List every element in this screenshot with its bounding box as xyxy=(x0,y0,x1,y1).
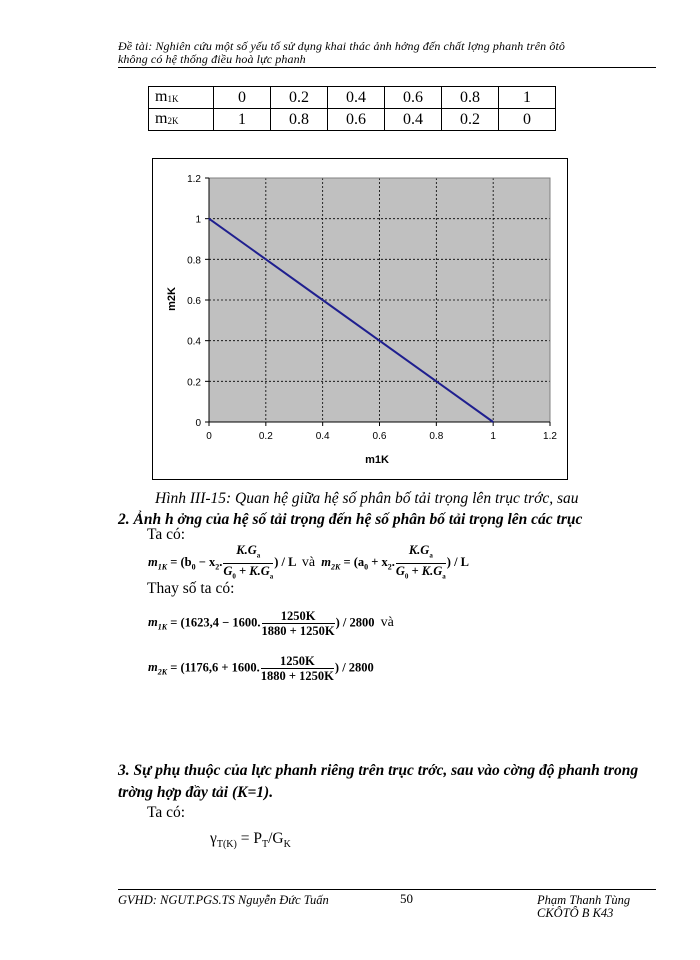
x-tick-label: 0.2 xyxy=(258,431,273,442)
footer-advisor: GVHD: NGUT.PGS.TS Nguyễn Đức Tuấn xyxy=(118,893,329,907)
x-axis-label: m1K xyxy=(365,454,389,466)
data-point xyxy=(436,381,437,382)
f2-lhs: $m_{2K}$ xyxy=(321,554,341,572)
table-cell: 0.6 xyxy=(385,87,442,109)
author-class: CKÔTÔ B K43 xyxy=(537,906,614,920)
data-point xyxy=(265,259,266,260)
section-3-title: 3. Sự phụ thuộc của lực phanh riêng trên trục trớc, sau vào cờng độ phanh trong trờng hợp đầy tải (K=1). xyxy=(118,762,639,801)
y-tick-label: 0.6 xyxy=(187,296,201,307)
header-rule xyxy=(118,67,656,68)
footer-rule xyxy=(118,889,656,890)
footer-author xyxy=(537,894,630,920)
f1-post: ) / L xyxy=(274,554,296,569)
f2-pre: = (a xyxy=(340,554,365,569)
x-tick-label: 0 xyxy=(206,431,212,442)
header-line-1: Đề tài: Nghiên cứu một số yếu tố sử dụng khai thác ảnh hởng đến chất lợng phanh trên ôtô xyxy=(118,39,565,53)
x-tick-label: 1.2 xyxy=(543,431,557,442)
f1-dot: . xyxy=(219,554,223,569)
f2-post: ) / L xyxy=(446,554,470,569)
y-tick-label: 0.4 xyxy=(187,336,201,348)
running-header xyxy=(118,40,658,66)
f2-dot: . xyxy=(391,554,395,569)
table-cell: 0 xyxy=(214,87,271,109)
page-number: 50 xyxy=(400,891,413,906)
x-tick-label: 0.6 xyxy=(372,431,387,442)
n2-fraction: $\frac{1250K}{1880 + 1250K}$ xyxy=(260,654,334,683)
table-cell: 0.8 xyxy=(442,87,499,109)
ta-co-label: Ta có: xyxy=(147,526,186,543)
ta-co-label-3: Ta có: xyxy=(147,804,186,821)
table-cell: 0.2 xyxy=(271,87,328,109)
f1-fraction: $\frac{K.G_a}{G_0 + K.G_a}$ xyxy=(223,543,274,580)
x-tick-label: 0.8 xyxy=(429,431,444,442)
x-tick-label: 1 xyxy=(490,431,496,442)
thay-so-label: Thay số ta có: xyxy=(147,580,235,597)
va-text-2: và xyxy=(380,615,394,631)
table-cell: 0.2 xyxy=(442,109,499,131)
table-row-m1k xyxy=(149,87,556,109)
table-cell: 0 xyxy=(499,109,556,131)
f1-pre: = (b xyxy=(167,554,192,569)
x-tick-label: 0.4 xyxy=(315,431,330,442)
data-point xyxy=(379,340,380,341)
table-cell: 0.4 xyxy=(385,109,442,131)
line-chart xyxy=(152,158,568,480)
f1-lhs: $m_{1K}$ xyxy=(148,554,168,572)
section-2-title: 2. Ảnh h ởng của hệ số tải trọng đến hệ số phân bố tải trọng lên các trục xyxy=(118,511,583,528)
author-name: Phạm Thanh Tùng xyxy=(537,893,631,907)
y-tick-label: 1 xyxy=(195,214,201,226)
figure-caption: Hình III-15: Quan hệ giữa hệ số phân bố tải trọng lên trục trớc, sau xyxy=(155,490,579,507)
formula-numeric-2: $m_{2K} = (1176,6 + 1600$. $\frac{1250K}{1880 + 1250K}$ ) / 2800 xyxy=(148,654,374,683)
row-label-m1k: $m_{1K}$ xyxy=(149,87,214,109)
formula-numeric-1: $m_{1K} = (1623,4 - 1600$. $\frac{1250K}{1880 + 1250K}$ ) / 2800 và xyxy=(148,609,394,638)
y-tick-label: 0 xyxy=(195,418,201,429)
data-point xyxy=(322,300,323,301)
data-point xyxy=(209,218,210,219)
y-tick-label: 0.2 xyxy=(187,377,201,389)
data-point xyxy=(493,422,494,423)
gamma-equation: $\gamma_{T(K)} = P_T/G_K$ xyxy=(210,830,291,851)
formula-symbolic: $m_{1K} = (b_0 - x_2$. $\frac{K.G_a}{G_0 + K.G_a}$ ) / L và $m_{2K} = (a_0 + x_2$. $\frac{K.G_a}{G_0 + K.G_a}$ ) / L xyxy=(148,543,469,583)
y-tick-label: 0.8 xyxy=(187,255,201,267)
n1-fraction: $\frac{1250K}{1880 + 1250K}$ xyxy=(261,609,335,638)
f1-mid: − x xyxy=(195,554,216,569)
row-label-m2k: $m_{2K}$ xyxy=(149,109,214,131)
table-cell: 1 xyxy=(499,87,556,109)
table-cell: 1 xyxy=(214,109,271,131)
va-text: và xyxy=(301,554,316,570)
y-tick-label: 1.2 xyxy=(187,174,201,185)
y-axis-label: m2K xyxy=(166,287,178,311)
header-line-2: không có hệ thống điều hoà lực phanh xyxy=(118,52,306,66)
f2-mid: + x xyxy=(368,554,388,569)
values-table xyxy=(148,86,556,131)
table-row-m2k xyxy=(149,109,556,131)
table-cell: 0.6 xyxy=(328,109,385,131)
table-cell: 0.4 xyxy=(328,87,385,109)
table-cell: 0.8 xyxy=(271,109,328,131)
f2-fraction: $\frac{K.G_a}{G_0 + K.G_a}$ xyxy=(395,543,446,580)
